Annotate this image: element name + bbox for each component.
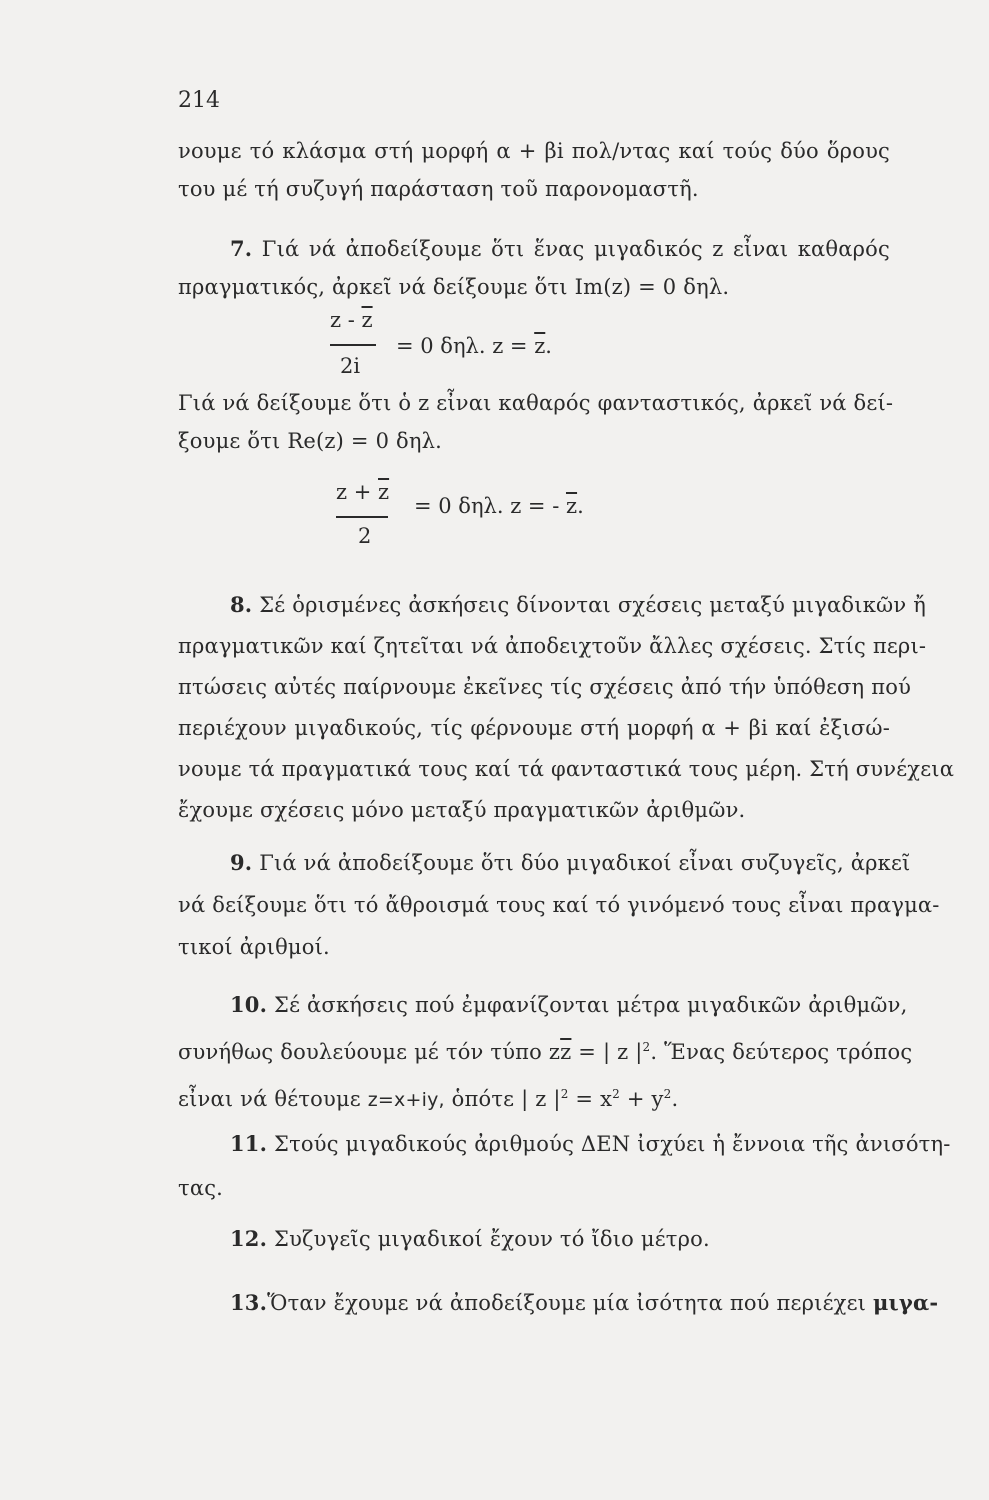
text-line: πραγματικός, ἀρκεῖ νά δείξουμε ὅτι Im(z) = 0 δηλ. [178,275,730,299]
fraction-bar [330,344,376,346]
text-bold: μιγα- [872,1290,939,1315]
text-line: ξουμε ὅτι Re(z) = 0 δηλ. [178,429,443,453]
text-line [178,1220,890,1258]
equation-re: = 0 δηλ. z = - $\overline{z}$. [414,494,584,518]
fraction-numerator: z - $\overline{z}$ [330,308,373,332]
text: Γιά νά ἀποδείξουμε ὅτι δύο μιγαδικοί εἶναι συζυγεῖς, ἀρκεῖ [259,851,911,875]
text-line [178,984,908,1026]
item-13 [178,1284,939,1322]
text-line: Γιά νά δείξουμε ὅτι ὁ z εἶναι καθαρός φανταστικός, ἀρκεῖ νά δεί- [178,391,894,415]
item-11 [178,1122,951,1210]
text-line: περιέχουν μιγαδικούς, τίς φέρνουμε στή μορφή α + βi καί ἐξισώ- [178,716,890,740]
text: Σέ ὁρισμένες ἀσκήσεις δίνονται σχέσεις μεταξύ μιγαδικῶν ἤ [259,593,926,617]
text-line: νουμε τό κλάσμα στή μορφή α + βi πολ/ντας καί τούς δύο ὅρους [178,139,890,163]
item-7 [178,230,890,306]
text-line [178,230,890,268]
item-number: 7. [230,236,253,261]
text: Γιά νά ἀποδείξουμε ὅτι ἕνας μιγαδικός z εἶναι καθαρός [261,237,890,261]
item-number: 12. [230,1226,268,1251]
fraction-bar [336,516,388,518]
intro-paragraph [178,132,890,208]
text-line: εἶναι νά θέτουμε z=x+iy, ὁπότε | z $|^2 = x^2 + y^2$. [178,1087,679,1111]
text-line: ἔχουμε σχέσεις μόνο μεταξύ πραγματικῶν ἀριθμῶν. [178,798,746,822]
text-line: νουμε τά πραγματικά τους καί τά φανταστικά τους μέρη. Στή συνέχεια [178,757,955,781]
text-line: πτώσεις αὐτές παίρνουμε ἐκεῖνες τίς σχέσεις ἀπό τήν ὑπόθεση πού [178,675,912,699]
text-line [178,1122,951,1166]
fraction-denominator: 2 [358,524,372,548]
text-line: τικοί ἀριθμοί. [178,935,330,959]
text: Ὅταν ἔχουμε νά ἀποδείξουμε μία ἰσότητα πού περιέχει [267,1291,873,1315]
text-line: του μέ τή συζυγή παράσταση τοῦ παρονομαστῆ. [178,177,699,201]
text: Συζυγεῖς μιγαδικοί ἔχουν τό ἴδιο μέτρο. [274,1227,710,1251]
text: Στούς μιγαδικούς ἀριθμούς ΔΕΝ ἰσχύει ἡ ἔννοια τῆς ἀνισότη- [274,1132,951,1156]
item-7-imaginary [178,384,894,460]
item-10 [178,984,913,1121]
fraction-numerator: $z + \overline{z}$ [336,480,390,504]
text-line: συνήθως δουλεύουμε μέ τόν τύπο $z\overline{z}$ = | z $|^2$. Ἕνας δεύτερος τρόπος [178,1040,913,1064]
text-line [178,842,911,884]
item-number: 13. [230,1290,268,1315]
item-12 [178,1220,890,1258]
text-line [178,584,926,626]
fraction-denominator: 2i [340,354,361,378]
item-number: 9. [230,850,253,875]
text-line: νά δείξουμε ὅτι τό ἄθροισμά τους καί τό γινόμενό τους εἶναι πραγμα- [178,893,940,917]
item-number: 10. [230,992,268,1017]
item-number: 11. [230,1131,268,1156]
item-9 [178,842,940,968]
text-line: πραγματικῶν καί ζητεῖται νά ἀποδειχτοῦν ἄλλες σχέσεις. Στίς περι- [178,634,927,658]
equation-im: = 0 δηλ. $z = \overline{z}$. [396,334,552,358]
text: Σέ ἀσκήσεις πού ἐμφανίζονται μέτρα μιγαδικῶν ἀριθμῶν, [274,993,908,1017]
item-8 [178,584,955,831]
text-line: τας. [178,1176,224,1200]
page-number: 214 [178,88,220,113]
text-line [178,1284,939,1322]
item-number: 8. [230,592,253,617]
